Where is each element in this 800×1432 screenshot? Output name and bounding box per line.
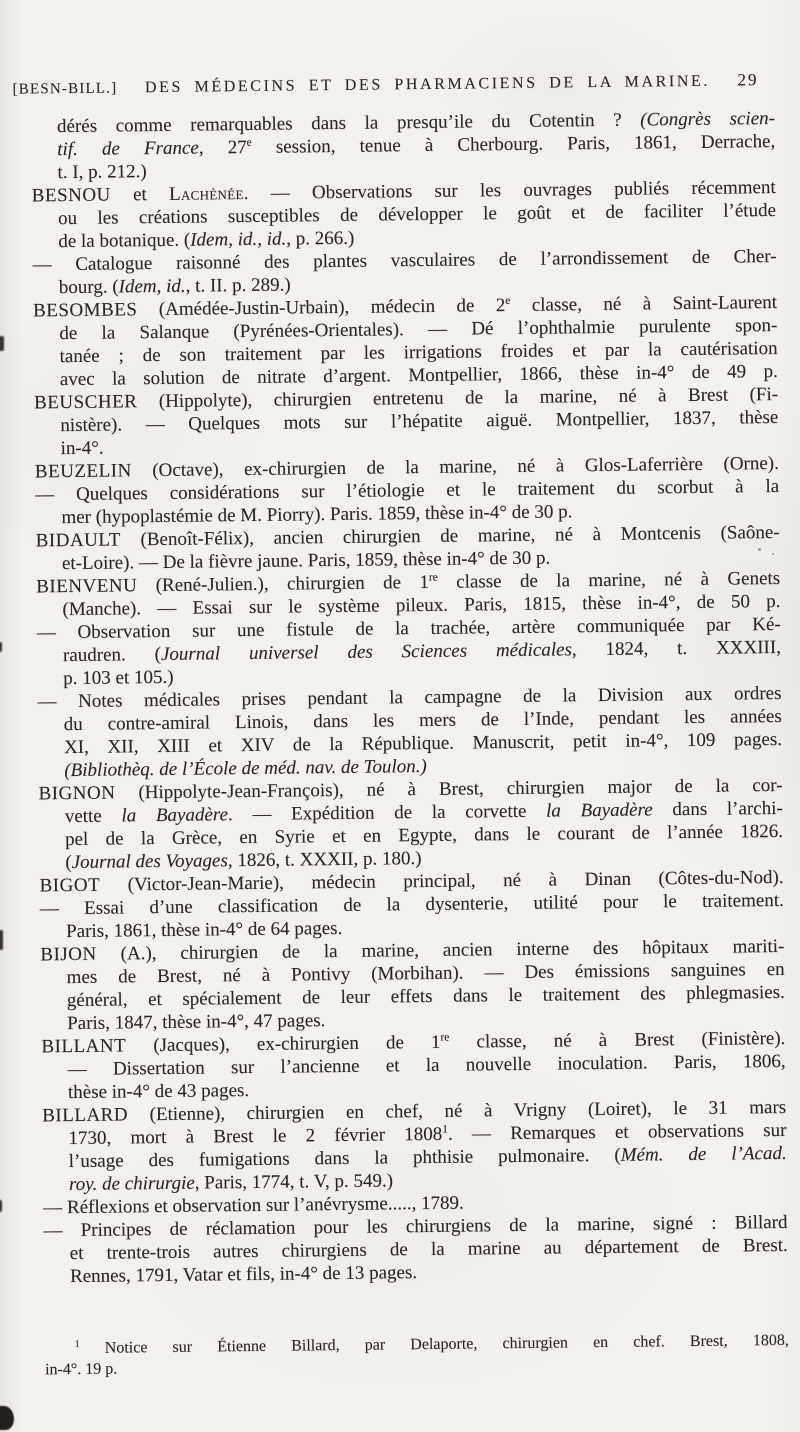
entry-line: in-4°. xyxy=(60,437,104,460)
entry-line: — Observation sur une fistule de la trachée, artère communiquée par Ké- xyxy=(36,613,781,644)
entry-line: p. 103 et 105.) xyxy=(63,666,174,690)
entry-line: — Réflexions et observation sur l’anévrysme....., 1789. xyxy=(43,1192,464,1219)
entry-line: (Manche). — Essai sur le système pileux. Paris, 1815, thèse in-4°, de 50 p. xyxy=(62,590,781,621)
entry-line: tif. de France, 27e session, tenue à Cherbourg. Paris, 1861, Derrache, xyxy=(57,130,776,161)
bibliography-entry xyxy=(41,1027,786,1104)
bibliography-entry xyxy=(40,935,785,1035)
entry-line: bourg. (Idem, id., t. II. p. 289.) xyxy=(58,274,291,299)
entry-line: dérés comme remarquables dans la presqu’ile du Cotentin ? (Congrès scien- xyxy=(56,107,776,138)
entry-line: 1730, mort à Brest le 2 février 1808$^1$. — Remarques et observations sur xyxy=(68,1119,787,1150)
entry-line: tanée ; de son traitement par les irrigations froides et par la cautérisation xyxy=(59,337,778,368)
entry-line: Rennes, 1791, Vatar et fils, in-4° de 13 pages. xyxy=(69,1262,418,1288)
entry-line: — Notes médicales prises pendant la campagne de la Division aux ordres xyxy=(37,682,782,713)
footnote xyxy=(14,1280,800,1381)
entry-line: raudren. (Journal universel des Sciences médicales, 1824, t. XXXIII, xyxy=(62,636,782,667)
entry-line: et-Loire). — De la fièvre jaune. Paris, 1859, thèse in-4° de 30 p. xyxy=(61,547,551,575)
entry-line: BESNOU et Lachènée. — Observations sur les ouvrages publiés récemment xyxy=(31,176,776,207)
entry-line: ou les créations susceptibles de développer le goût et de faciliter l’étude xyxy=(57,199,777,230)
bibliography-entry xyxy=(37,613,782,690)
entry-line: Paris, 1861, thèse in-4° de 64 pages. xyxy=(65,917,343,943)
entry-line: XI, XII, XIII et XIV de la République. Manuscrit, petit in-4°, 109 pages. xyxy=(63,728,783,759)
footnote-line: $^1$ Notice sur Étienne Billard, par Delaporte, chirurgien en chef. Brest, 1808, xyxy=(74,1331,789,1357)
bibliography xyxy=(1,90,800,1289)
entry-line: vette la Bayadère. — Expédition de la corvette la Bayadère dans l’archi- xyxy=(64,797,783,828)
bibliography-entry xyxy=(33,291,778,391)
entry-line: BEUZELIN (Octave), ex-chirurgien de la marine, né à Glos-Laferrière (Orne). xyxy=(34,452,779,483)
entry-line: général, et spécialement de leur effets dans le traitement des phlegmasies. xyxy=(66,981,785,1012)
entry-line: de la Salanque (Pyrénées-Orientales). — Dé l’ophthalmie purulente spon- xyxy=(59,314,778,345)
entry-line: BILLANT (Jacques), ex-chirurgien de 1re classe, né à Brest (Finistère). xyxy=(41,1027,786,1058)
entry-line: (Bibliothèq. de l’École de méd. nav. de Toulon.) xyxy=(64,755,427,782)
entry-line: BEUSCHER (Hippolyte), chirurgien entretenu de la marine, né à Brest (Fi- xyxy=(33,383,779,414)
entry-line: BIGOT (Victor-Jean-Marie), médecin principal, né à Dinan (Côtes-du-Nod). xyxy=(39,866,784,897)
scan-artifact xyxy=(0,1200,2,1212)
scan-artifact xyxy=(0,1406,14,1430)
bibliography-entry xyxy=(31,107,776,184)
bibliography-entry xyxy=(32,176,777,253)
entry-line: l’usage des fumigations dans la phthisie pulmonaire. (Mém. de l’Acad. xyxy=(68,1142,787,1173)
bibliography-entry xyxy=(34,383,779,460)
scan-artifact xyxy=(758,548,761,551)
bibliography-entry xyxy=(37,682,782,782)
entry-line: pel de la Grèce, en Syrie et en Egypte, dans le courant de l’année 1826. xyxy=(64,820,784,851)
entry-line: BESOMBES (Amédée-Justin-Urbain), médecin de 2e classe, né à Saint-Laurent xyxy=(32,291,778,322)
scan-artifact xyxy=(0,336,4,351)
entry-line: mes de Brest, né à Pontivy (Morbihan). — Des émissions sanguines en xyxy=(66,958,785,989)
entry-line: nistère). — Quelques mots sur l’hépatite aiguë. Montpellier, 1837, thèse xyxy=(60,406,779,437)
running-head xyxy=(0,0,800,99)
entry-line: mer (hypoplastémie de M. Piorry). Paris. 1859, thèse in-4° de 30 p. xyxy=(61,501,573,529)
entry-line: roy. de chirurgie, Paris, 1774, t. V, p. 549.) xyxy=(68,1170,394,1196)
entry-line: — Quelques considérations sur l’étiologie et le traitement du scorbut à la xyxy=(35,475,780,506)
scan-artifact xyxy=(0,642,2,652)
entry-line: BIENVENU (René-Julien.), chirurgien de 1re classe de la marine, né à Genets xyxy=(36,567,781,598)
entry-line: thèse in-4° de 43 pages. xyxy=(67,1080,250,1104)
footnote-line: in-4°. 19 p. xyxy=(44,1360,118,1379)
entry-line: — Essai d’une classification de la dysenterie, utilité pour le traitement. xyxy=(39,889,784,920)
running-head-title: DES MÉDECINS ET DES PHARMACIENS DE LA MARINE. xyxy=(144,72,711,97)
entry-line: BIGNON (Hippolyte-Jean-François), né à Brest, chirurgien major de la cor- xyxy=(38,774,783,805)
entry-line: — Dissertation sur l’ancienne et la nouvelle inoculation. Paris, 1806, xyxy=(67,1050,786,1081)
bibliography-entry xyxy=(38,774,783,874)
running-head-range: [BESN-BILL.] xyxy=(12,80,118,98)
scan-artifact xyxy=(772,553,774,555)
entry-line: du contre-amiral Linois, dans les mers de l’Inde, pendant les années xyxy=(63,705,782,736)
entry-line: t. I, p. 212.) xyxy=(57,161,147,184)
entry-line: avec la solution de nitrate d’argent. Montpellier, 1866, thèse in-4° de 49 p. xyxy=(59,360,778,391)
bibliography-entry xyxy=(42,1096,787,1196)
entry-line: et trente-trois autres chirurgiens de la marine au département de Brest. xyxy=(69,1234,788,1265)
bibliography-entry xyxy=(43,1211,788,1288)
entry-line: de la botanique. (Idem, id., id., p. 266.) xyxy=(58,227,355,253)
entry-line: BIJON (A.), chirurgien de la marine, ancien interne des hôpitaux mariti- xyxy=(40,935,785,966)
entry-line: — Principes de réclamation pour les chirurgiens de la marine, signé : Billard xyxy=(43,1211,788,1242)
entry-line: BILLARD (Etienne), chirurgien en chef, né à Vrigny (Loiret), le 31 mars xyxy=(42,1096,787,1127)
entry-line: BIDAULT (Benoît-Félix), ancien chirurgien de marine, né à Montcenis (Saône- xyxy=(35,521,780,552)
entry-line: — Catalogue raisonné des plantes vasculaires de l’arrondissement de Cher- xyxy=(32,245,777,276)
entry-line: Paris, 1847, thèse in-4°, 47 pages. xyxy=(67,1010,326,1035)
scan-artifact xyxy=(0,930,3,950)
entry-line: (Journal des Voyages, 1826, t. XXXII, p. 180.) xyxy=(65,848,422,874)
page-number: 29 xyxy=(737,70,759,90)
